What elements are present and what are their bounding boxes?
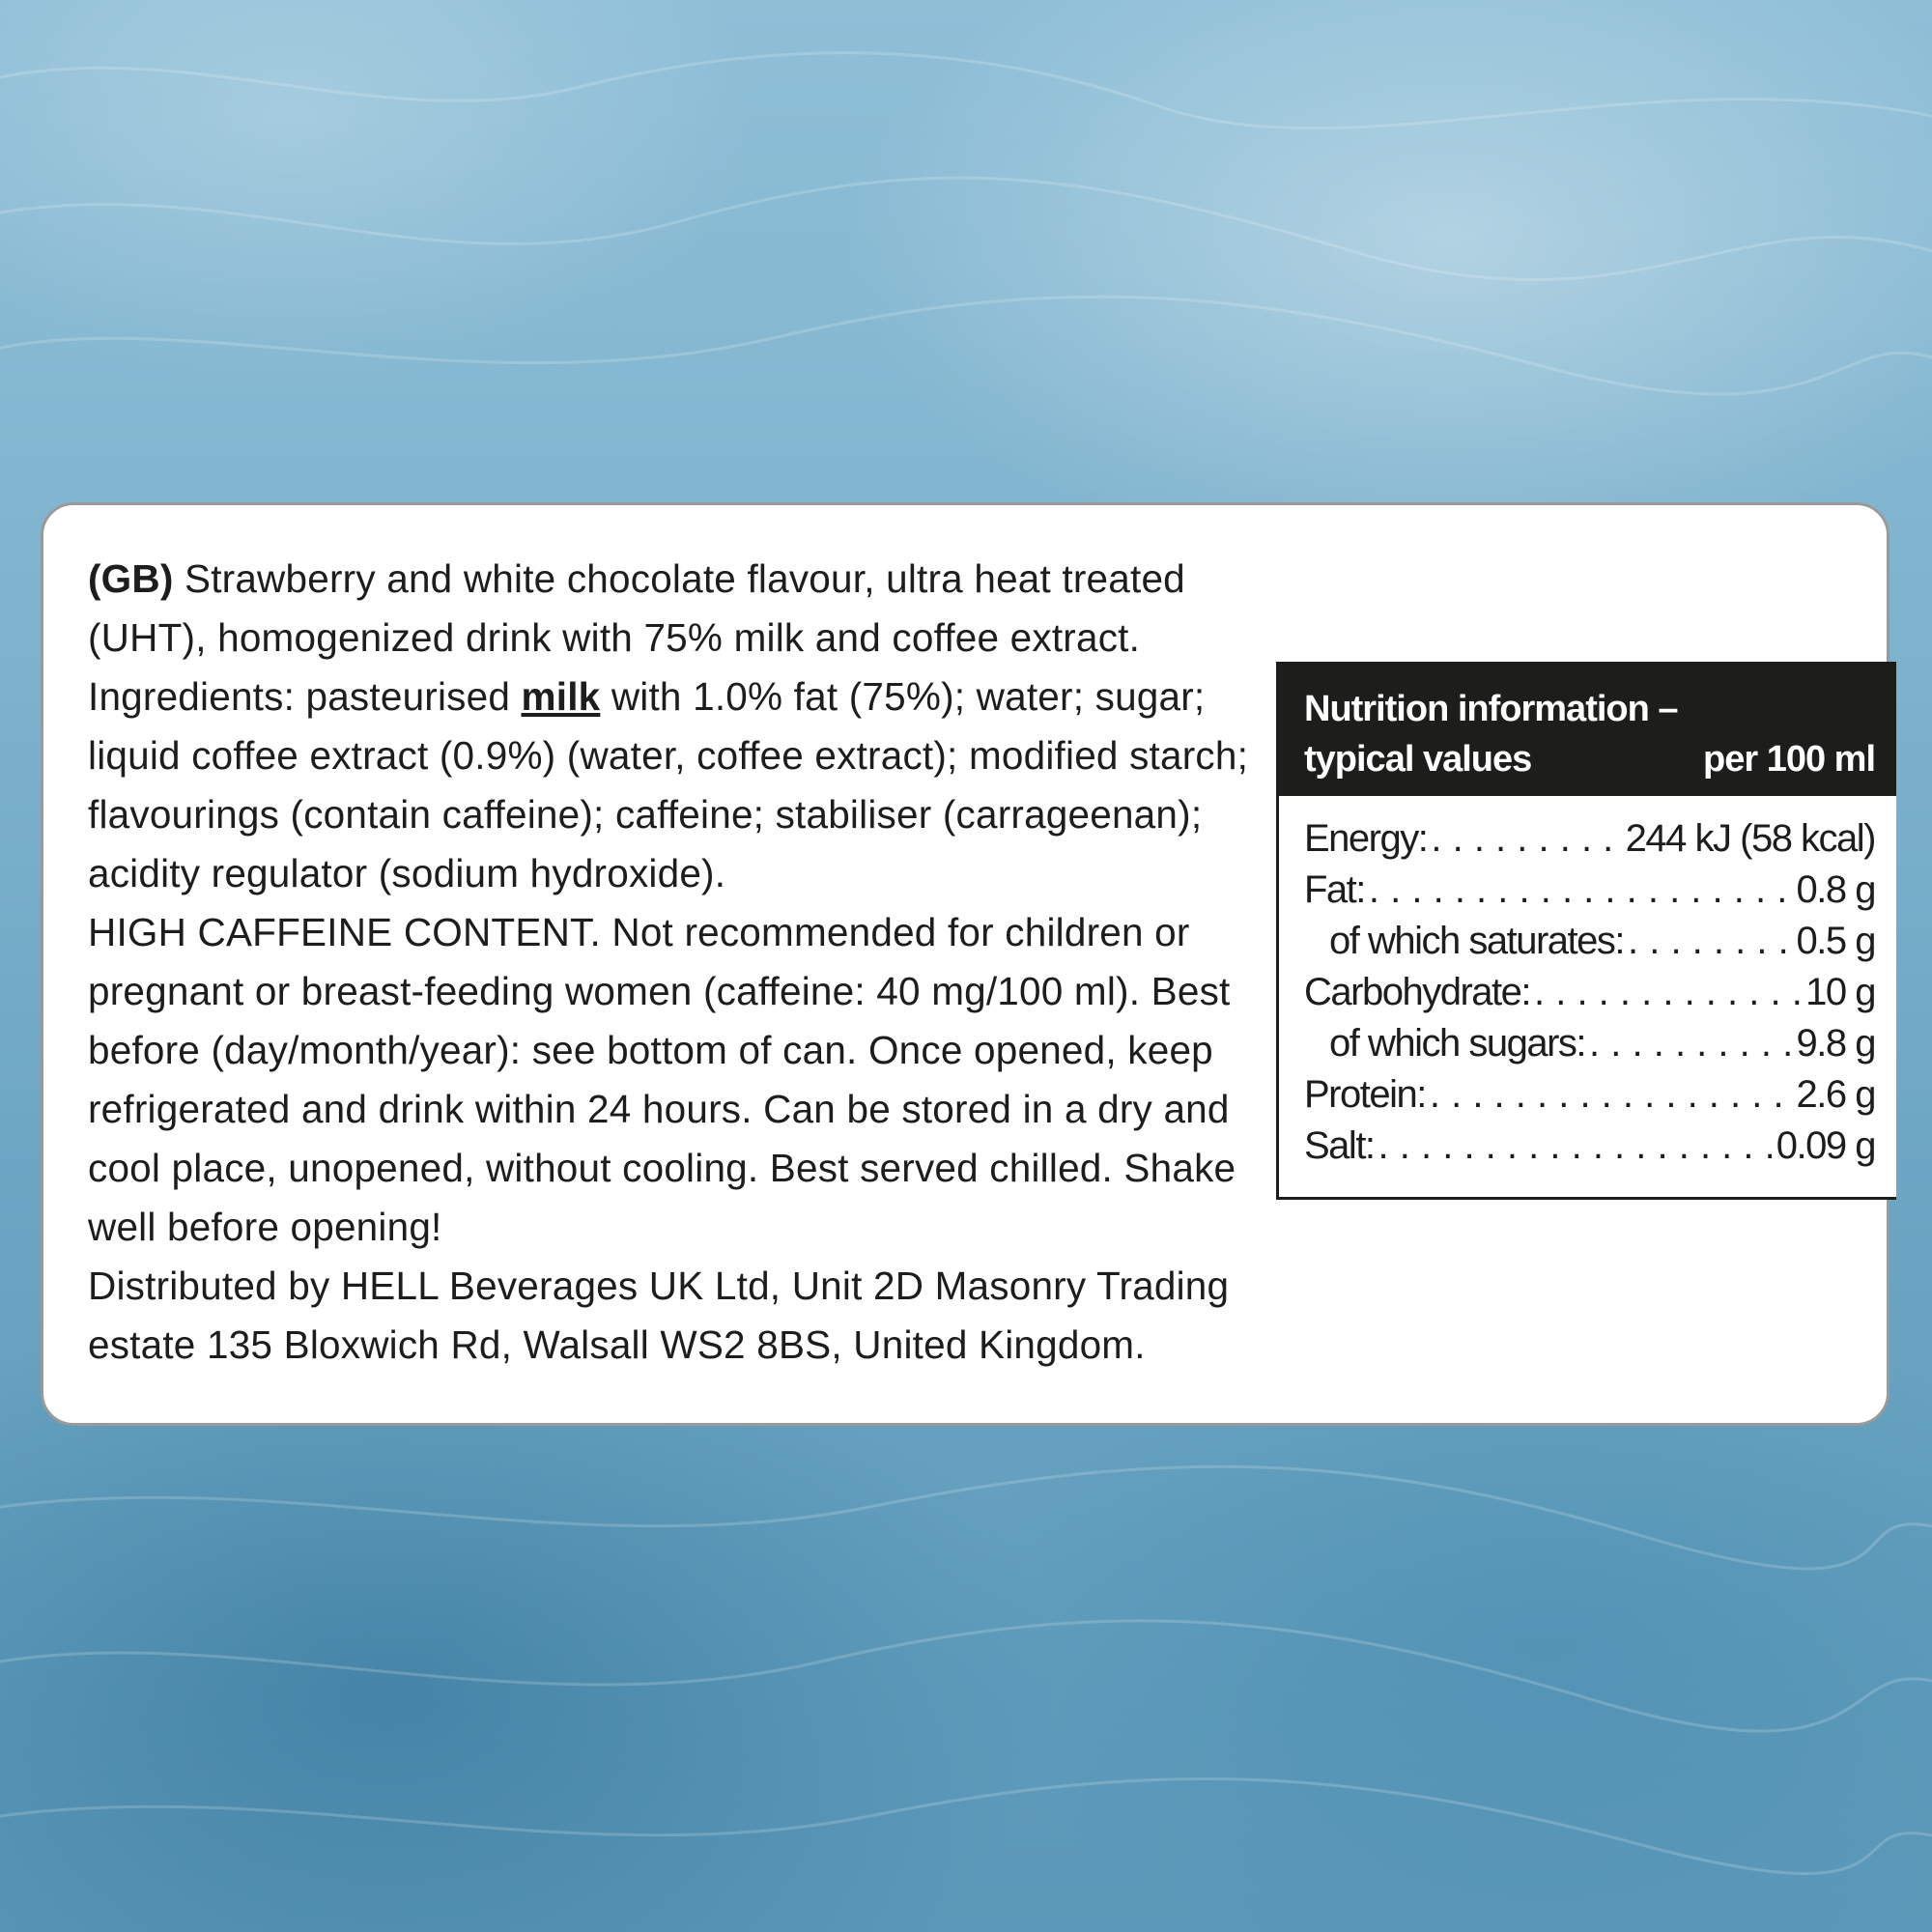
nutrition-table-header (1279, 665, 1896, 796)
ingredients-line: acidity regulator (sodium hydroxide). (88, 851, 726, 895)
nutrition-row-sugars: of which sugars: . . . 9.8 g (1304, 1018, 1875, 1069)
nutrition-row-salt: Salt: . . . 0.09 g (1304, 1121, 1875, 1172)
nutrition-row-fat: Fat: . . . 0.8 g (1304, 865, 1875, 916)
nutrition-row-carbohydrate: Carbohydrate: . . . 10 g (1304, 967, 1875, 1018)
distributor-line: Distributed by HELL Beverages UK Ltd, Unit 2D Masonry Trading (88, 1264, 1230, 1308)
ingredients-line: (UHT), homogenized drink with 75% milk and coffee extract. (88, 615, 1141, 660)
nutrition-row-protein: Protein: . . . 2.6 g (1304, 1069, 1875, 1121)
nutrition-row-saturates: of which saturates: . . . 0.5 g (1304, 916, 1875, 967)
allergen-milk: milk (521, 674, 601, 719)
ingredients-text-block (88, 550, 1274, 1375)
storage-line: refrigerated and drink within 24 hours. Can be stored in a dry and (88, 1087, 1230, 1131)
storage-line: well before opening! (88, 1205, 442, 1249)
caffeine-warning-line: pregnant or breast-feeding women (caffeine: 40 mg/100 ml). Best (88, 969, 1231, 1013)
storage-line: cool place, unopened, without cooling. Best served chilled. Shake (88, 1146, 1236, 1190)
nutrition-subtitle: typical values (1304, 739, 1532, 780)
nutrition-row-energy: Energy: . . . 244 kJ (58 kcal) (1304, 813, 1875, 865)
nutrition-table (1276, 662, 1896, 1200)
distributor-line: estate 135 Bloxwich Rd, Walsall WS2 8BS, United Kingdom. (88, 1322, 1146, 1367)
product-label-card (41, 502, 1889, 1426)
nutrition-title: Nutrition information – (1304, 689, 1678, 729)
storage-line: before (day/month/year): see bottom of can. Once opened, keep (88, 1028, 1213, 1072)
ingredients-line: Ingredients: pasteurised milk with 1.0% fat (75%); water; sugar; (88, 674, 1206, 719)
ingredients-line: flavourings (contain caffeine); caffeine; stabiliser (carrageenan); (88, 792, 1203, 837)
nutrition-table-body (1279, 796, 1896, 1172)
ingredients-line: (GB) Strawberry and white chocolate flavour, ultra heat treated (88, 556, 1185, 601)
caffeine-warning-line: HIGH CAFFEINE CONTENT. Not recommended for children or (88, 910, 1190, 954)
ingredients-line: liquid coffee extract (0.9%) (water, coffee extract); modified starch; (88, 733, 1249, 778)
nutrition-per-unit: per 100 ml (1703, 739, 1875, 780)
